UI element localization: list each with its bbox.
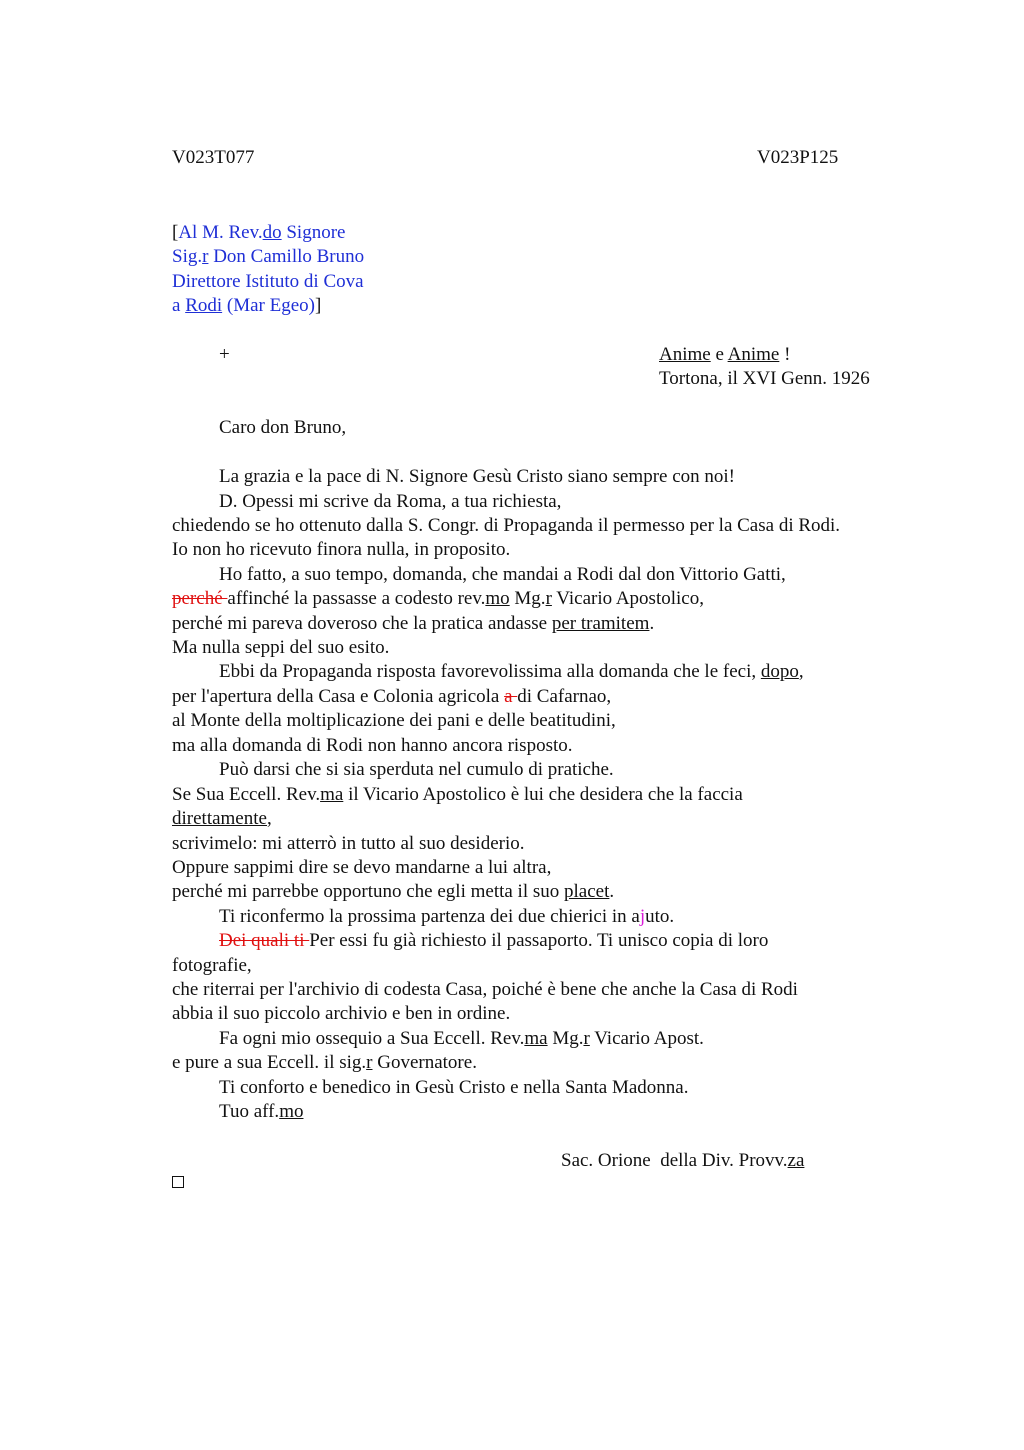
body-line: chiedendo se ho ottenuto dalla S. Congr. di Propaganda il permesso per la Casa di Rodi. [172,515,841,536]
body-line: direttamente, [172,808,272,829]
deleted-text: a [504,686,518,707]
body-line: abbia il suo piccolo archivio e ben in ordine. [172,1003,511,1024]
deleted-text: perché [172,588,228,609]
body-line: Oppure sappimi dire se devo mandarne a lui altra, [172,857,552,878]
body-line: che riterrai per l'archivio di codesta Casa, poiché è bene che anche la Casa di Rodi [172,979,798,1000]
motto: Anime e Anime ! [659,344,791,365]
header-right-code: V023P125 [757,147,839,168]
body-line: Ho fatto, a suo tempo, domanda, che mandai a Rodi dal don Vittorio Gatti, [219,564,786,585]
body-line: fotografie, [172,955,252,976]
body-line: D. Opessi mi scrive da Roma, a tua richiesta, [219,491,562,512]
header-left-code: V023T077 [172,147,255,168]
body-line: Se Sua Eccell. Rev.ma il Vicario Apostolico è lui che desidera che la faccia [172,784,743,805]
body-line: per l'apertura della Casa e Colonia agricola a di Cafarnao, [172,686,612,707]
body-line: e pure a sua Eccell. il sig.r Governatore. [172,1052,477,1073]
body-line: Ebbi da Propaganda risposta favorevolissima alla domanda che le feci, dopo, [219,661,804,682]
closing-line: Tuo aff.mo [219,1101,304,1122]
signature: Sac. Orione della Div. Provv.za [561,1150,805,1171]
address-line-1: [Al M. Rev.do Signore [172,222,346,243]
end-of-document-box-icon [172,1176,184,1188]
body-line: perché mi pareva doveroso che la pratica andasse per tramitem. [172,613,655,634]
body-line: Dei quali ti Per essi fu già richiesto il passaporto. Ti unisco copia di loro [219,930,769,951]
body-line: perché affinché la passasse a codesto rev.mo Mg.r Vicario Apostolico, [172,588,704,609]
bracket-close: ] [315,295,322,316]
address-line-4: a Rodi (Mar Egeo)] [172,295,322,316]
body-line: perché mi parrebbe opportuno che egli metta il suo placet. [172,881,615,902]
body-line: Io non ho ricevuto finora nulla, in proposito. [172,539,511,560]
place-date: Tortona, il XVI Genn. 1926 [659,368,870,389]
body-line: Ma nulla seppi del suo esito. [172,637,390,658]
bracket-open: [ [172,222,179,243]
inserted-letter: j [639,906,646,927]
salutation: Caro don Bruno, [219,417,347,438]
body-line: Può darsi che si sia sperduta nel cumulo di pratiche. [219,759,614,780]
body-line: Ti riconfermo la prossima partenza dei due chierici in ajuto. [219,906,675,927]
address-line-2: Sig.r Don Camillo Bruno [172,246,365,267]
cross-symbol: + [219,344,230,365]
deleted-text: Dei quali ti [219,930,310,951]
body-line: al Monte della moltiplicazione dei pani e delle beatitudini, [172,710,616,731]
body-line: La grazia e la pace di N. Signore Gesù Cristo siano sempre con noi! [219,466,736,487]
body-line: scrivimelo: mi atterrò in tutto al suo desiderio. [172,833,525,854]
address-line-3: Direttore Istituto di Cova [172,271,364,292]
body-line: Fa ogni mio ossequio a Sua Eccell. Rev.ma Mg.r Vicario Apost. [219,1028,704,1049]
body-line: ma alla domanda di Rodi non hanno ancora risposto. [172,735,573,756]
body-line: Ti conforto e benedico in Gesù Cristo e nella Santa Madonna. [219,1077,689,1098]
